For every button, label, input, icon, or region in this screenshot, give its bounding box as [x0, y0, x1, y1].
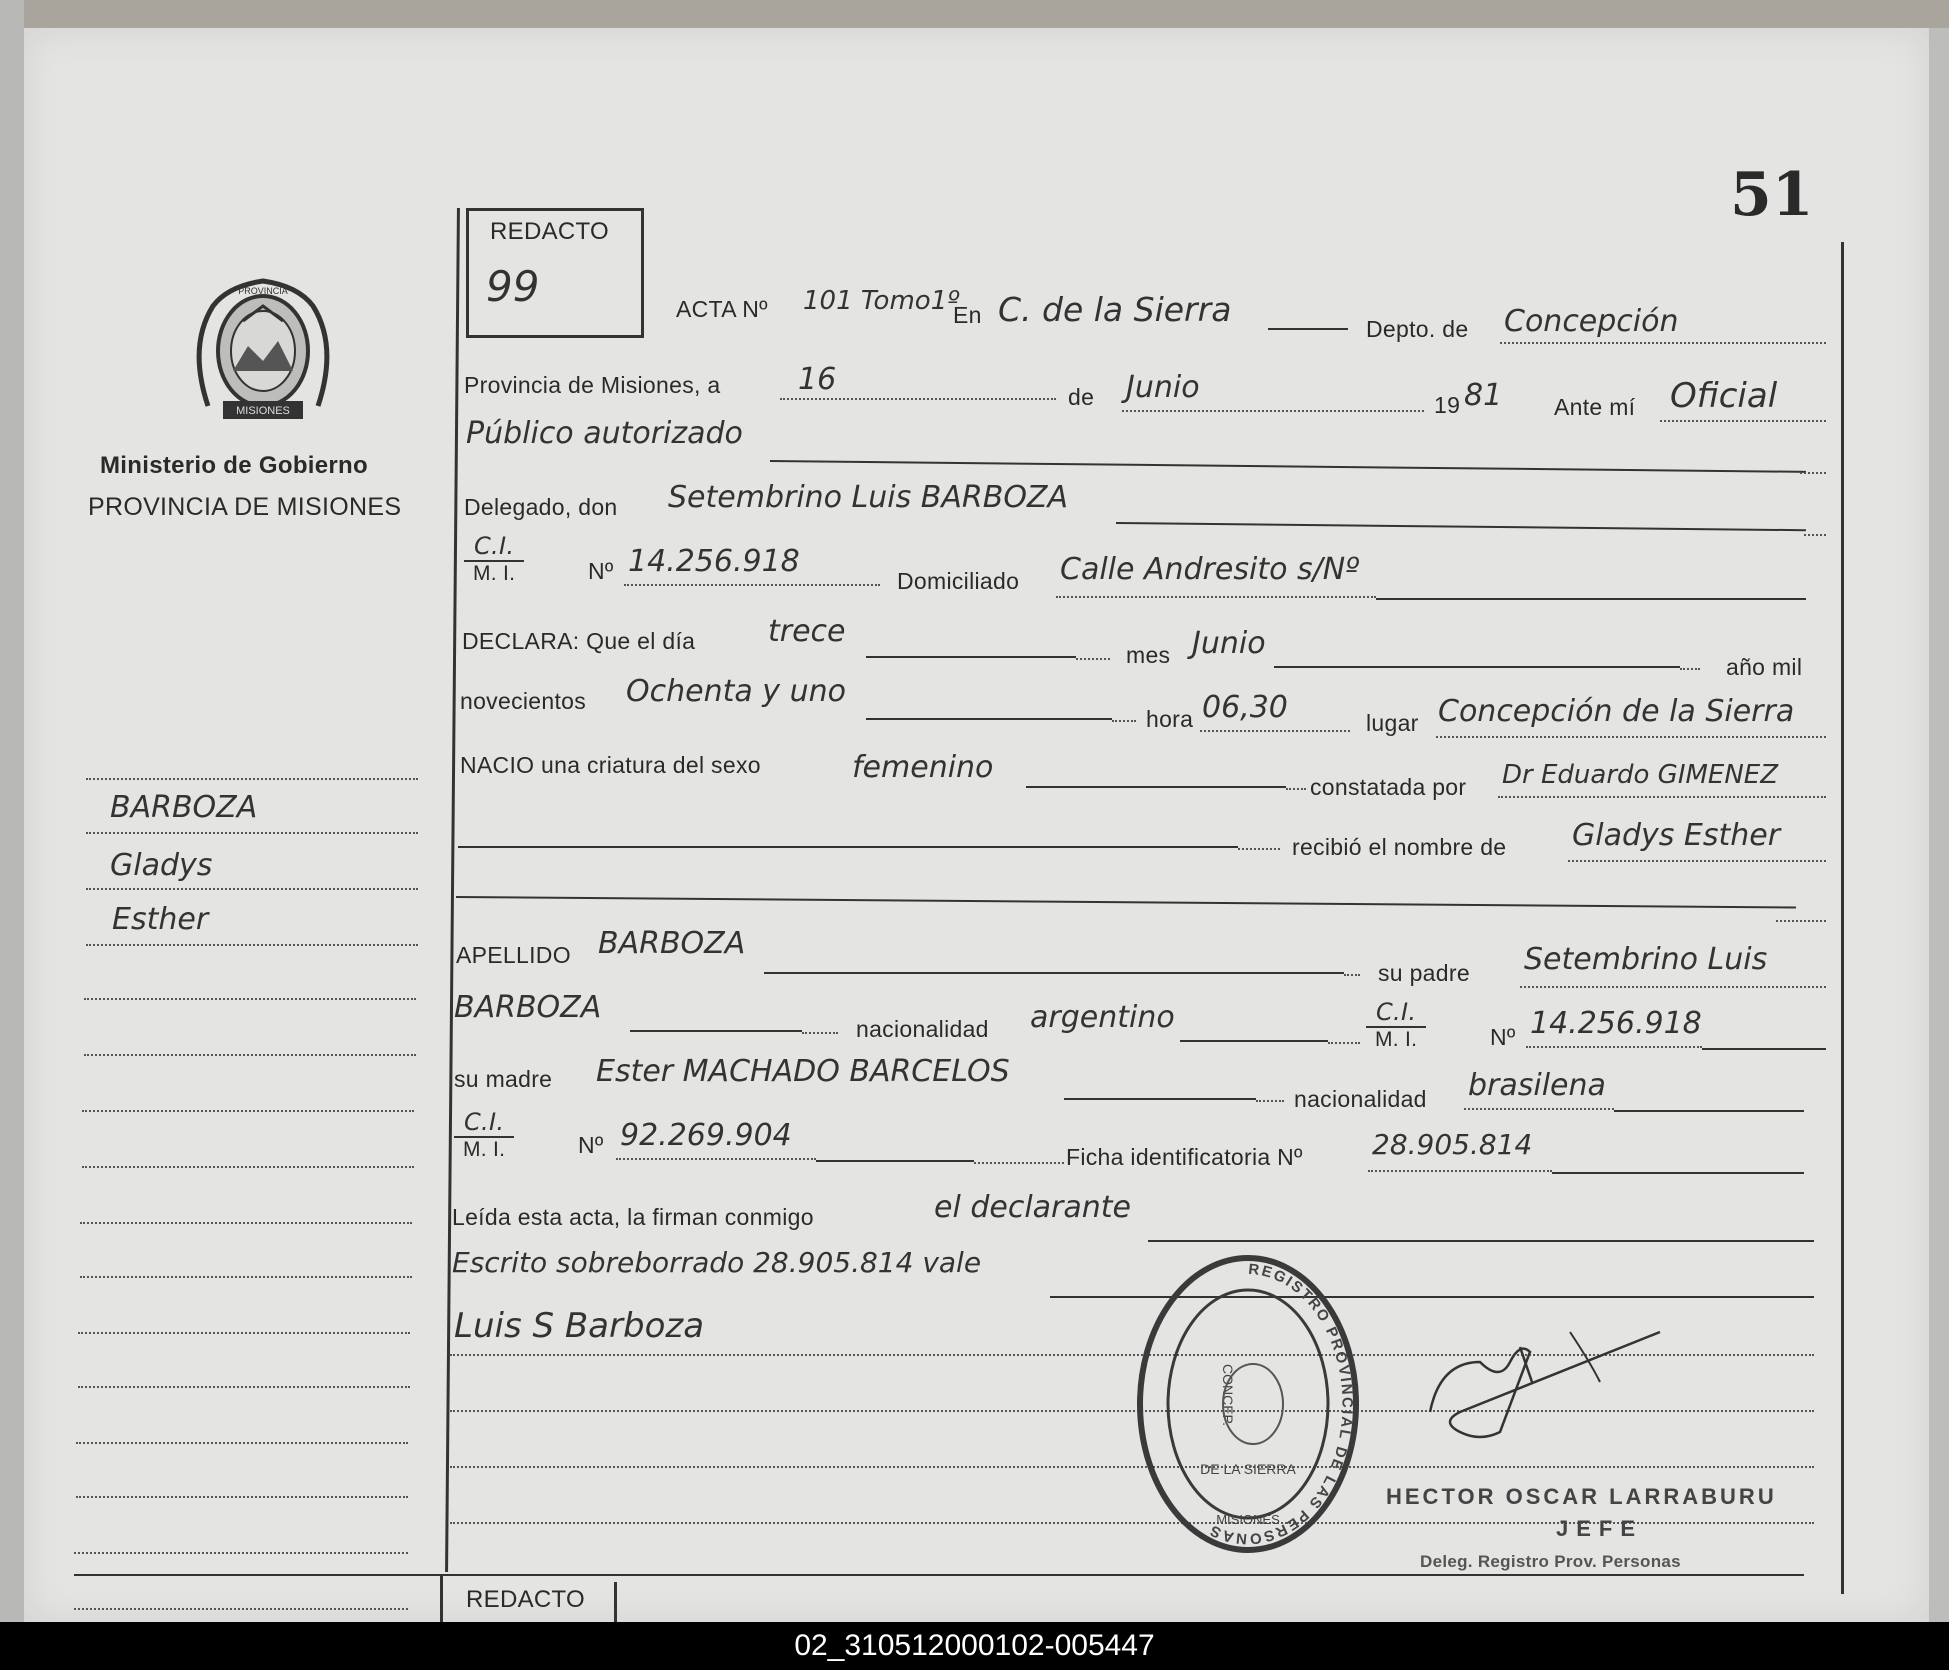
fill-line: [1200, 730, 1350, 732]
fill-line: [866, 718, 1112, 720]
svg-text:CONCEP.: CONCEP.: [1220, 1364, 1236, 1426]
fill-line: [1112, 720, 1136, 722]
ci-no-label: Nº: [588, 558, 614, 584]
margin-second-name: Esther: [112, 902, 209, 937]
margin-line: [76, 1496, 408, 1498]
fill-line: [1286, 788, 1306, 790]
delegado-value: Setembrino Luis BARBOZA: [668, 480, 1069, 515]
recibio-label: recibió el nombre de: [1292, 834, 1507, 860]
margin-line: [84, 1054, 416, 1056]
svg-text:MISIONES: MISIONES: [1216, 1512, 1280, 1527]
fill-line: [866, 656, 1076, 658]
year-value: 81: [1464, 378, 1503, 413]
fill-line: [1328, 1042, 1360, 1044]
fill-line: [764, 972, 1344, 974]
hora-value: 06,30: [1202, 690, 1288, 725]
fill-line: [1256, 1100, 1284, 1102]
fill-line: [1498, 796, 1826, 798]
margin-first-name: Gladys: [110, 848, 213, 883]
lugar-label: lugar: [1366, 710, 1419, 736]
su-madre-label: su madre: [454, 1066, 553, 1092]
fill-line: [1464, 1108, 1614, 1110]
hora-label: hora: [1146, 706, 1194, 732]
province-name: PROVINCIA DE MISIONES: [88, 493, 402, 521]
constatada-value: Dr Eduardo GIMENEZ: [1502, 760, 1779, 790]
domiciliado-label: Domiciliado: [897, 568, 1020, 594]
padre-nacionalidad-label: nacionalidad: [856, 1016, 989, 1042]
binder-top-edge: [0, 0, 1949, 28]
apellido-value: BARBOZA: [598, 926, 746, 961]
margin-line: [84, 998, 416, 1000]
fill-line: [1568, 860, 1826, 862]
svg-text:DE LA SIERRA: DE LA SIERRA: [1200, 1461, 1296, 1477]
ministry-name: Ministerio de Gobierno: [100, 452, 368, 479]
padre-no-label: Nº: [1490, 1024, 1516, 1050]
fill-line: [780, 398, 1056, 400]
constatada-label: constatada por: [1310, 774, 1467, 800]
fill-line: [1274, 666, 1680, 668]
fill-line: [616, 1158, 816, 1160]
delegado-label: Delegado, don: [464, 494, 618, 520]
ante-mi-continued: Público autorizado: [466, 416, 743, 451]
sexo-value: femenino: [852, 750, 994, 785]
margin-line: [80, 1222, 412, 1224]
madre-value: Ester MACHADO BARCELOS: [596, 1054, 1010, 1089]
fill-line: [1238, 848, 1280, 850]
nota-value: Escrito sobreborrado 28.905.814 vale: [452, 1246, 982, 1279]
redacto-label: REDACTO: [490, 218, 610, 245]
depto-label: Depto. de: [1366, 316, 1469, 342]
margin-line: [74, 1608, 408, 1610]
padre-value: Setembrino Luis: [1524, 942, 1768, 977]
fill-line: [1368, 1170, 1552, 1172]
province-seal: [188, 266, 338, 431]
madre-ci-value: 92.269.904: [620, 1118, 792, 1153]
leida-label: Leída esta acta, la firman conmigo: [452, 1204, 814, 1230]
next-redacto-label: REDACTO: [466, 1586, 586, 1613]
fill-line: [1376, 598, 1806, 600]
svg-text:MISIONES: MISIONES: [236, 405, 290, 417]
redacto-number: 99: [486, 262, 540, 311]
fill-line: [1500, 342, 1826, 344]
svg-text:PROVINCIA: PROVINCIA: [238, 286, 288, 296]
fill-line: [1344, 974, 1360, 976]
margin-line: [86, 944, 418, 946]
margin-line: [74, 1552, 408, 1554]
fill-line: [1660, 420, 1826, 422]
apellido-label: APELLIDO: [456, 942, 571, 968]
mes-fecha-value: Junio: [1126, 370, 1200, 405]
anio-nacimiento-value: Ochenta y uno: [626, 674, 846, 709]
binder-right-edge: [1929, 28, 1949, 1622]
acta-number-value: 101 Tomo1º: [803, 286, 960, 316]
padre-ci-fraction: C.I. M. I.: [1366, 998, 1426, 1052]
ante-mi-value: Oficial: [1670, 376, 1778, 416]
next-record-divider: [440, 1576, 443, 1622]
novecientos-label: novecientos: [460, 688, 587, 714]
fill-line: [1064, 1098, 1256, 1100]
fill-line: [624, 584, 880, 586]
binder-left-edge: [0, 0, 24, 1622]
page-number: 51: [1730, 160, 1814, 230]
fill-line: [1056, 596, 1376, 598]
padre-ci-value: 14.256.918: [1530, 1006, 1702, 1041]
declara-label: DECLARA: Que el día: [462, 628, 696, 654]
mes-label: mes: [1126, 642, 1171, 668]
dia-nacimiento-value: trece: [768, 614, 846, 649]
svg-text:REGISTRO PROVINCIAL DE LAS PER: REGISTRO PROVINCIAL DE LAS PERSONAS: [1205, 1260, 1356, 1548]
su-padre-label: su padre: [1378, 960, 1470, 986]
year-prefix: 19: [1434, 392, 1461, 418]
bottom-rule: [74, 1574, 1804, 1576]
fill-line: [1800, 472, 1826, 474]
padre-nacionalidad-value: argentino: [1030, 1000, 1175, 1035]
anio-mil-label: año mil: [1726, 654, 1803, 680]
official-title: JEFE: [1556, 1516, 1644, 1541]
fill-line: [1436, 736, 1826, 738]
official-office: Deleg. Registro Prov. Personas: [1420, 1552, 1681, 1571]
depto-value: Concepción: [1504, 304, 1679, 339]
fill-line: [974, 1162, 1064, 1164]
en-label: En: [953, 302, 982, 328]
fill-line: [816, 1160, 974, 1162]
next-redacto-box-edge: [614, 1582, 617, 1622]
ante-mi-label: Ante mí: [1554, 394, 1636, 420]
fill-line: [1180, 1040, 1328, 1042]
margin-line: [80, 1276, 412, 1278]
fill-line: [630, 1030, 802, 1032]
fill-line: [802, 1032, 838, 1034]
fill-line: [1076, 658, 1110, 660]
fill-line: [1804, 534, 1826, 536]
margin-line: [82, 1166, 414, 1168]
fill-line: [1614, 1110, 1804, 1112]
official-signature: [1420, 1322, 1680, 1467]
margin-line: [78, 1332, 410, 1334]
margin-line: [76, 1442, 408, 1444]
fill-line: [1026, 786, 1286, 788]
margin-line: [86, 832, 418, 834]
fill-line: [1680, 668, 1700, 670]
provincia-label: Provincia de Misiones, a: [464, 372, 721, 398]
margin-surname: BARBOZA: [110, 790, 258, 825]
fill-line: [1268, 328, 1348, 330]
firman-value: el declarante: [934, 1190, 1131, 1225]
domicilio-value: Calle Andresito s/Nº: [1060, 552, 1360, 587]
right-border: [1841, 242, 1844, 1594]
dia-value: 16: [798, 362, 837, 397]
fill-line: [458, 846, 1238, 848]
en-value: C. de la Sierra: [998, 290, 1232, 329]
madre-nacionalidad-label: nacionalidad: [1294, 1086, 1427, 1112]
fill-line: [1122, 410, 1424, 412]
mes-nacimiento-value: Junio: [1192, 626, 1266, 661]
margin-line: [86, 778, 418, 780]
fill-line: [1520, 986, 1826, 988]
ficha-label: Ficha identificatoria Nº: [1066, 1144, 1303, 1170]
delegado-ci-value: 14.256.918: [628, 544, 800, 579]
official-name: HECTOR OSCAR LARRABURU: [1386, 1484, 1777, 1509]
fill-line: [1526, 1046, 1702, 1048]
ficha-value: 28.905.814: [1372, 1128, 1533, 1161]
image-identifier: 02_310512000102-005447: [0, 1622, 1949, 1670]
margin-line: [86, 888, 418, 890]
fill-line: [1702, 1048, 1826, 1050]
margin-line: [78, 1386, 410, 1388]
madre-ci-fraction: C.I. M. I.: [454, 1108, 514, 1162]
madre-nacionalidad-value: brasilena: [1468, 1068, 1606, 1103]
de-label: de: [1068, 384, 1095, 410]
madre-no-label: Nº: [578, 1132, 604, 1158]
registry-stamp: [1128, 1234, 1368, 1559]
acta-label: ACTA Nº: [676, 296, 768, 322]
fill-line: [1776, 920, 1826, 922]
ci-fraction: C.I. M. I.: [464, 532, 524, 586]
nombre-value: Gladys Esther: [1572, 818, 1781, 853]
lugar-value: Concepción de la Sierra: [1438, 694, 1795, 729]
margin-line: [82, 1110, 414, 1112]
firma-declarante: Luis S Barboza: [454, 1306, 705, 1346]
nacio-label: NACIO una criatura del sexo: [460, 752, 761, 778]
padre-continued: BARBOZA: [454, 990, 602, 1025]
fill-line: [1552, 1172, 1804, 1174]
